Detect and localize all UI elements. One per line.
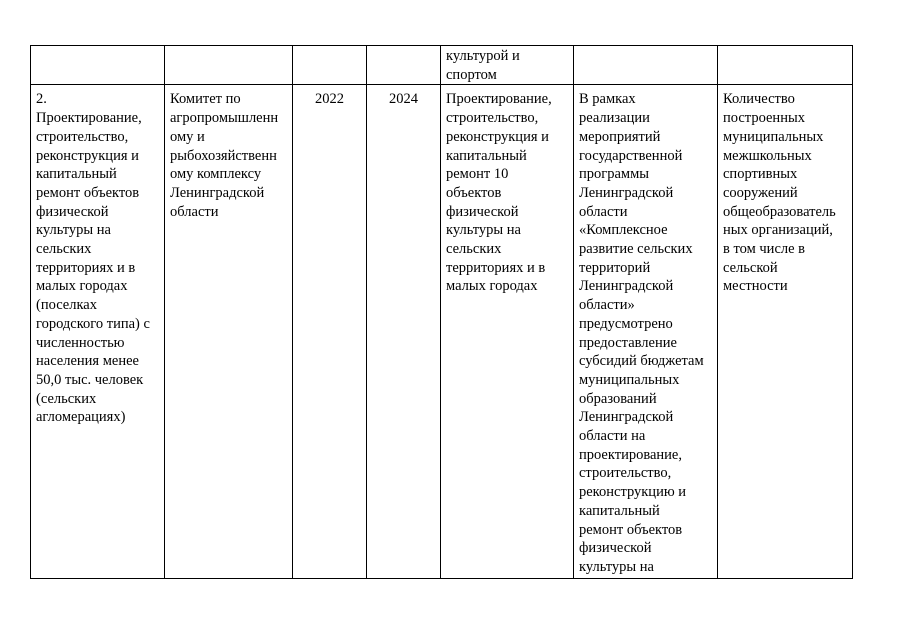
measure-executor-text: Комитет по агропромышленн ому и рыбохозяйственн ому комплексу Ленинградской области xyxy=(170,91,279,220)
cell-measure-result xyxy=(441,85,574,579)
measure-name-text: 2. Проектирование, строительство, реконструкция и капитальный ремонт объектов физической культуры на сельских территориях и в малых городах (поселках городского типа) с численностью населения менее 50,0 тыс. человек (сельских агломерациях) xyxy=(36,91,150,426)
measure-start-year-text: 2022 xyxy=(315,91,344,108)
cell-indicator xyxy=(718,46,853,85)
measure-end-year-text: 2024 xyxy=(389,91,418,108)
cell-result xyxy=(441,46,574,85)
measures-table xyxy=(30,45,853,579)
cell-start-year xyxy=(293,46,367,85)
measure-indicator-text: Количество построенных муниципальных межшкольных спортивных сооружений общеобразователь ных организаций, в том числе в сельской местности xyxy=(723,91,836,295)
measure-relation-text: В рамках реализации мероприятий государственной программы Ленинградской области «Комплексное развитие сельских территорий Ленинградской области» предусмотрено предоставление субсидий бюджетам муниципальных образований Ленинградской области на проектирование, строительство, реконструкцию и капитальный ремонт объектов физической культуры на xyxy=(579,91,704,575)
cell-measure-relation xyxy=(574,85,718,579)
cell-measure-start-year xyxy=(293,85,367,579)
cell-measure-executor xyxy=(165,85,293,579)
table-row-2 xyxy=(31,85,853,579)
cell-end-year xyxy=(367,46,441,85)
cell-measure-indicator xyxy=(718,85,853,579)
table-row-continued xyxy=(31,46,853,85)
cell-relation xyxy=(574,46,718,85)
cell-measure-end-year xyxy=(367,85,441,579)
cell-result-text: культурой и спортом xyxy=(446,48,520,83)
cell-measure-name xyxy=(31,85,165,579)
measure-result-text: Проектирование, строительство, реконструкция и капитальный ремонт 10 объектов физической культуры на сельских территориях и в малых городах xyxy=(446,91,552,295)
cell-name xyxy=(31,46,165,85)
cell-executor xyxy=(165,46,293,85)
